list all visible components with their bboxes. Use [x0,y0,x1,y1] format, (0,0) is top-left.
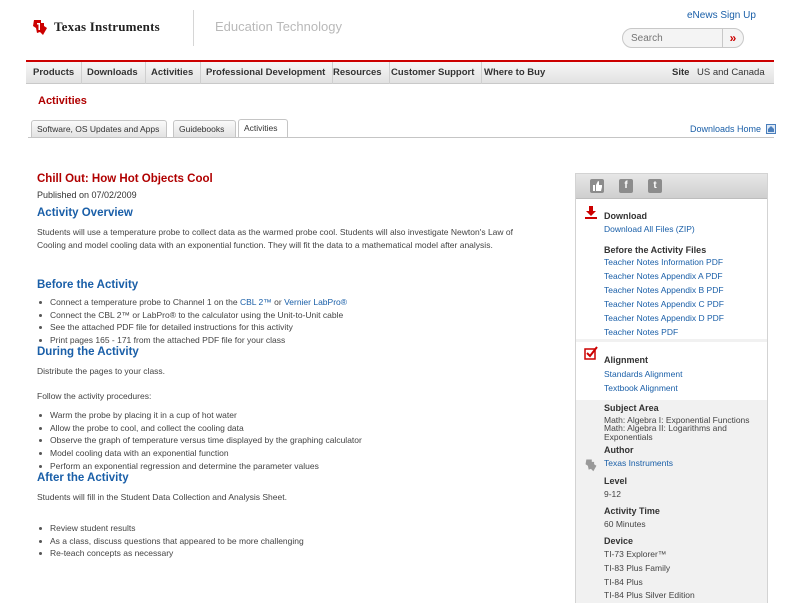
level-heading: Level [604,476,628,486]
activity-sidebar [575,173,768,603]
share-bar [576,174,767,199]
file-link[interactable]: Teacher Notes Appendix A PDF [604,271,723,281]
search-go-button[interactable]: » [722,29,743,47]
list-item: As a class, discuss questions that appeared to be more challenging [37,535,304,548]
subject-heading: Subject Area [604,403,659,413]
alignment-heading: Alignment [604,355,648,365]
like-icon[interactable] [590,179,604,193]
list-item: See the attached PDF file for detailed instructions for this activity [37,321,347,334]
file-link[interactable]: Teacher Notes Information PDF [604,257,724,267]
site-label: Site [672,67,690,78]
tab-guidebooks[interactable]: Guidebooks [173,120,236,137]
nav-item-customer-support[interactable]: Customer Support [384,62,482,84]
device-heading: Device [604,536,634,546]
list-item: Connect the CBL 2™ or LabPro® to the calculator using the Unit-to-Unit cable [37,309,347,322]
subject-item: Math: Algebra I: Exponential Functions [604,415,750,425]
checkbox-check-icon [584,346,598,360]
device-item: TI-84 Plus [604,577,643,587]
labpro-link[interactable]: Vernier LabPro® [284,297,348,307]
author-link[interactable]: Texas Instruments [604,458,673,468]
search-box [622,28,744,48]
during-list [37,409,362,473]
header-divider [193,10,194,46]
overview-heading: Activity Overview [37,207,133,219]
list-item: Print pages 165 - 171 from the attached PDF file for your class [37,334,347,347]
during-text-1: Distribute the pages to your class. [37,366,166,376]
during-heading: During the Activity [37,346,139,358]
device-item: TI-84 Plus Silver Edition [604,590,695,600]
list-item: Perform an exponential regression and determine the parameter values [37,460,362,473]
nav-item-resources[interactable]: Resources [326,62,390,84]
list-item: Warm the probe by placing it in a cup of hot water [37,409,362,422]
activity-title: Chill Out: How Hot Objects Cool [37,173,213,185]
before-files-heading: Before the Activity Files [604,245,707,255]
author-heading: Author [604,445,634,455]
tab-divider [28,137,774,138]
during-text-2: Follow the activity procedures: [37,391,152,401]
main-nav [26,60,774,84]
download-all-link[interactable]: Download All Files (ZIP) [604,224,695,234]
ti-author-icon [584,458,598,472]
brand-name: Texas Instruments [54,19,160,34]
download-heading: Download [604,211,647,221]
cbl2-link[interactable]: CBL 2™ [239,297,272,307]
device-item: TI-83 Plus Family [604,563,671,573]
after-list [37,522,304,560]
file-link[interactable]: Teacher Notes PDF [604,327,679,337]
site-header [0,0,800,58]
published-date: Published on 07/02/2009 [37,190,137,200]
ti-logo-icon [32,18,48,36]
list-item: Model cooling data with an exponential function [37,447,362,460]
time-value: 60 Minutes [604,519,646,529]
before-heading: Before the Activity [37,279,139,291]
tab-software-updates[interactable]: Software, OS Updates and Apps [31,120,167,137]
section-title: Education Technology [215,19,342,34]
twitter-icon[interactable]: t [648,179,662,193]
nav-item-activities[interactable]: Activities [144,62,201,84]
search-input[interactable] [631,32,721,45]
home-icon [766,124,776,134]
enews-signup-link[interactable]: eNews Sign Up [687,10,756,21]
site-selector[interactable]: US and Canada [697,67,765,78]
subject-item: Math: Algebra II: Logarithms and Exponentials [604,423,727,442]
downloads-home-label: Downloads Home [690,124,762,134]
after-heading: After the Activity [37,472,129,484]
device-item: TI-73 Explorer™ [604,549,667,559]
textbook-alignment-link[interactable]: Textbook Alignment [604,383,678,393]
list-item: Review student results [37,522,304,535]
nav-item-products[interactable]: Products [26,62,82,84]
download-icon [584,205,598,219]
tab-activities[interactable]: Activities [238,119,288,138]
list-item: Allow the probe to cool, and collect the cooling data [37,422,362,435]
nav-item-downloads[interactable]: Downloads [80,62,146,84]
before-list [37,296,347,347]
facebook-icon[interactable]: f [619,179,633,193]
standards-alignment-link[interactable]: Standards Alignment [604,369,683,379]
page-title: Activities [38,95,87,107]
file-link[interactable]: Teacher Notes Appendix D PDF [604,313,725,323]
downloads-home-link[interactable] [690,124,776,134]
list-item: Re-teach concepts as necessary [37,547,304,560]
list-item [37,296,347,309]
time-heading: Activity Time [604,506,660,516]
overview-text: Students will use a temperature probe to collect data as the warmed probe cool. Students will also investigate Newton's Law of Cooling and model cooling data with an exponential function. They will fit the data to a mathematical model after analysis. [37,227,513,250]
nav-item-where-to-buy[interactable]: Where to Buy [484,67,546,78]
list-item-text: or [271,297,285,307]
nav-item-professional-development[interactable]: Professional Development [199,62,333,84]
level-value: 9-12 [604,489,622,499]
ti-logo[interactable] [32,18,160,36]
list-item-text: Connect a temperature probe to Channel 1 on the [50,297,240,307]
after-text: Students will fill in the Student Data Collection and Analysis Sheet. [37,492,287,502]
file-link[interactable]: Teacher Notes Appendix B PDF [604,285,724,295]
list-item: Observe the graph of temperature versus time displayed by the graphing calculator [37,434,362,447]
file-link[interactable]: Teacher Notes Appendix C PDF [604,299,725,309]
